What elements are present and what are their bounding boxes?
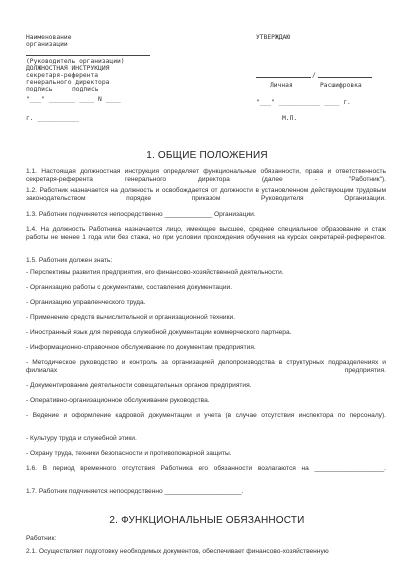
org-name-line [26,55,150,56]
paragraph-2-1: 2.1. Осуществляет подготовку необходимых документов, обеспечивает финансово-хозяйственную [26,548,329,555]
list-item: - Перспективы развития предприятия, его финансово-хозяйственной деятельности. [26,269,284,276]
decode-line [318,77,372,78]
list-item: - Оперативно-организационное обслуживание руководства. [26,397,210,404]
section-title-general: 1. ОБЩИЕ ПОЛОЖЕНИЯ [146,150,268,161]
paragraph-1-5: 1.5. Работник должен знать: [26,257,113,264]
personal-signature-caption: Личная [270,82,293,89]
duties-intro: Работник: [26,535,57,542]
list-item: - Документирование деятельности совещательных органов предприятия. [26,382,252,389]
org-name-label: Наименование [26,34,72,41]
list-item: - Ведение и оформление кадровой документации и учета (в случае отсутствия инспектора по персоналу). [26,412,386,419]
position-title-2: генерального директора [26,79,110,86]
list-item: - Охрану труда, техники безопасности и противопожарной защиты. [26,450,232,457]
date-number-line: "___" _______ ____ N ____ [26,96,121,103]
decode-caption: Расшифровка [320,82,362,89]
list-item: - Применение средств вычислительной и организационной техники. [26,314,235,321]
list-item: - Иностранный язык для перевода служебной документации коммерческого партнера. [26,329,292,336]
head-of-org-label: (Руководитель организации) [26,58,125,65]
list-item: - Методическое руководство и контроль за организацией делопроизводства в структурных подразделениях и филиалах предприятия. [26,359,386,375]
signature-label: подпись [26,86,53,93]
org-name-label-2: организации [26,41,68,48]
paragraph-1-6: 1.6. В период временного отсутствия Работника его обязанности возлагаются на ___________________. [26,465,386,472]
paragraph-1-1: 1.1. Настоящая должностная инструкция определяет функциональные обязанности, права и ответственность секретаря-референта генерального директора (далее - "Работник"). [26,168,386,184]
signature-line [256,77,311,78]
list-item: - Организацию управленческого труда. [26,299,146,306]
section-title-duties: 2. ФУНКЦИОНАЛЬНЫЕ ОБЯЗАННОСТИ [109,515,305,526]
document-type: ДОЛЖНОСТНАЯ ИНСТРУКЦИЯ [26,65,110,72]
list-item: - Культуру труда и служебной этики. [26,435,137,442]
list-item: - Организацию работы с документами, составления документации. [26,284,233,291]
name-label: подпись [72,86,99,93]
slash-separator: / [312,72,316,79]
approve-label: УТВЕРЖДАЮ [256,34,291,41]
paragraph-1-3: 1.3. Работник подчиняется непосредственно _____________ Организации. [26,211,256,218]
list-item: - Информационно-справочное обслуживание по документам предприятия. [26,344,256,351]
stamp-placeholder: М.П. [282,115,298,122]
approve-date-line: "___" ___________ ____ г. [256,99,351,106]
position-title: секретаря-референта [26,72,99,79]
paragraph-1-4: 1.4. На должность Работника назначается лицо, имеющее высшее, среднее специальное образование и стаж работы не менее 1 года или без стажа, но при условии прохождения обучения на курсах секретарей-референтов. [26,226,386,242]
city-line: г. ___________ [26,115,80,122]
paragraph-1-2: 1.2. Работник назначается на должность и освобождается от должности в установленном действующим трудовым законодательством порядке приказом Руководителя Организации. [26,187,386,203]
paragraph-1-7: 1.7. Работник подчиняется непосредственно _____________________. [26,488,244,495]
